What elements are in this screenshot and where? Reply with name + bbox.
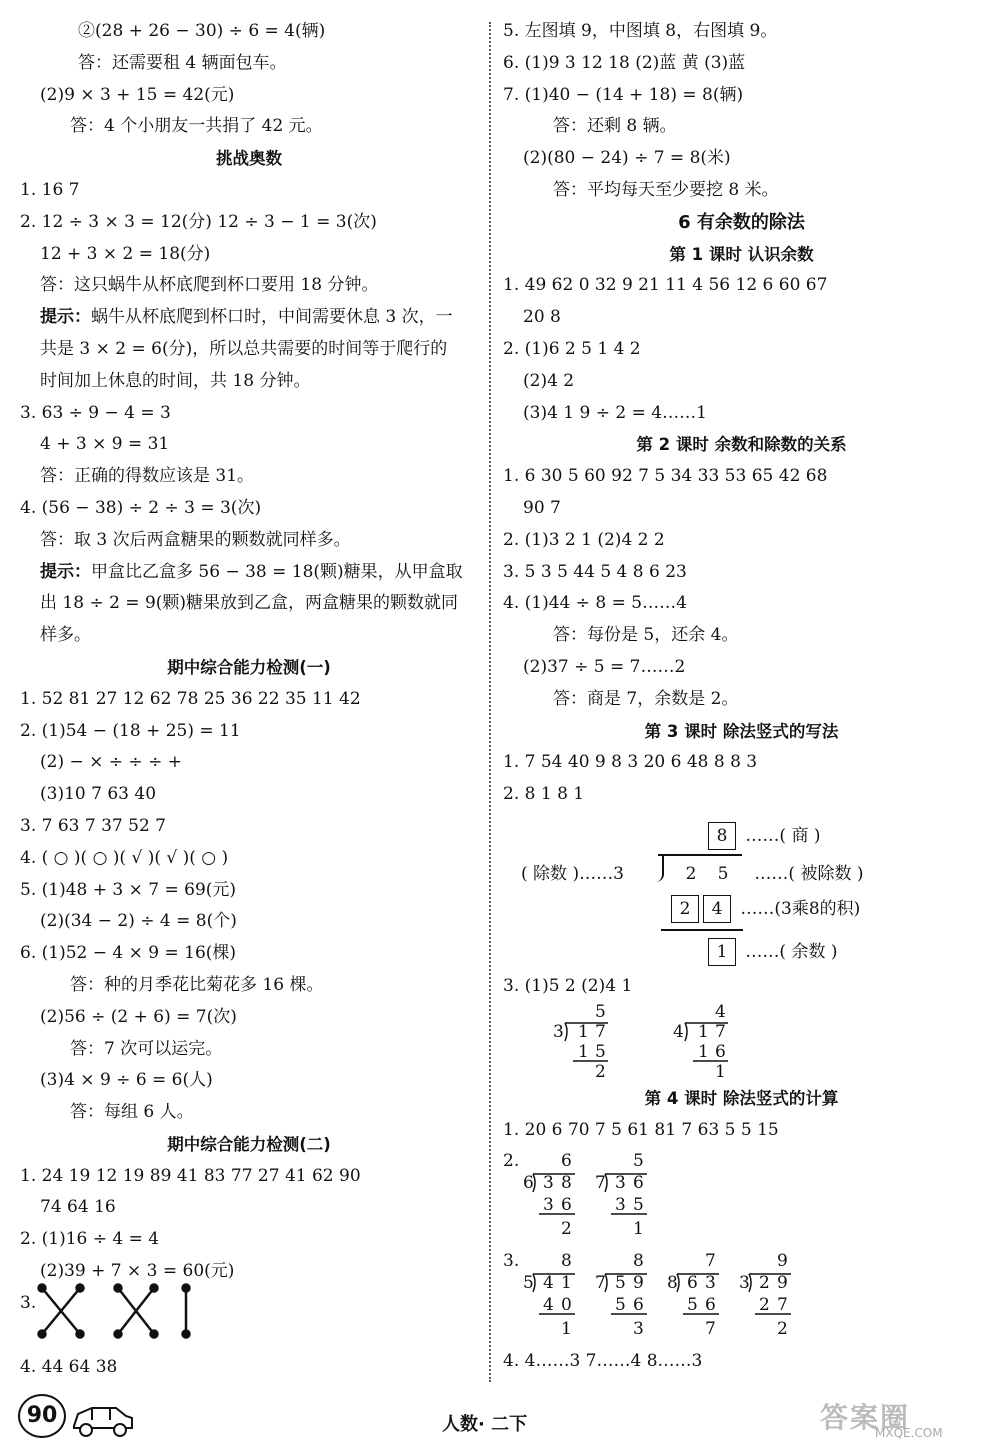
answer-line: 答：商是 7，余数是 2。 (553, 688, 739, 709)
answer-line: 答：每份是 5，还余 4。 (553, 625, 739, 646)
page-footer (0, 1390, 1000, 1449)
answer-line: 4. 44 64 38 (20, 1356, 118, 1377)
answer-line: 答：4 个小朋友一共捐了 42 元。 (70, 116, 323, 137)
answer-line: 1. 49 62 0 32 9 21 11 4 56 12 6 60 67 (503, 275, 828, 296)
matching-lines-diagram (34, 1282, 194, 1342)
divisor-value: 3 (613, 863, 624, 884)
hint-line: 提示：蜗牛从杯底爬到杯口时，中间需要休息 3 次，一 (40, 307, 453, 328)
answer-line: 答：平均每天至少要挖 8 米。 (553, 179, 779, 200)
svg-text:4: 4 (673, 1021, 684, 1042)
answer-line: (2)4 2 (523, 370, 575, 391)
hint-prefix: 提示： (40, 307, 91, 328)
svg-text:8: 8 (667, 1273, 678, 1294)
answer-line: (3)4 × 9 ÷ 6 = 6(人) (40, 1070, 213, 1091)
svg-text:5: 5 (615, 1295, 626, 1316)
answer-line: 2. 8 1 8 1 (503, 784, 585, 805)
long-division-workings (503, 1003, 903, 1083)
svg-text:6: 6 (523, 1173, 534, 1194)
answer-line: (3)10 7 63 40 (40, 784, 157, 805)
answer-line: 答：这只蜗牛从杯底爬到杯口要用 18 分钟。 (40, 275, 379, 296)
svg-text:2: 2 (777, 1319, 788, 1340)
answer-line: 4 + 3 × 9 = 31 (40, 434, 170, 455)
svg-text:7: 7 (595, 1273, 606, 1294)
page-number: 90 (18, 1394, 66, 1438)
answer-line: (2)(34 − 2) ÷ 4 = 8(个) (40, 911, 237, 932)
answer-line: 1. 6 30 5 60 92 7 5 34 33 53 65 42 68 (503, 466, 828, 487)
watermark-text: 答案圈 (820, 1401, 911, 1434)
dividend-digit: 2 (685, 863, 697, 884)
hint-line: 共是 3 × 2 = 6(分)，所以总共需要的时间等于爬行的 (40, 338, 448, 359)
svg-text:1: 1 (578, 1041, 589, 1062)
svg-text:3: 3 (615, 1173, 626, 1194)
svg-text:7: 7 (595, 1021, 606, 1042)
answer-line: (3)4 1 9 ÷ 2 = 4……1 (523, 402, 707, 423)
leader-dots: …… (745, 941, 780, 962)
answer-line: 答：还需要租 4 辆面包车。 (78, 52, 287, 73)
svg-text:7: 7 (715, 1021, 726, 1042)
answer-line: 3. 63 ÷ 9 − 4 = 3 (20, 402, 171, 423)
svg-text:1: 1 (698, 1041, 709, 1062)
svg-text:9: 9 (777, 1273, 788, 1294)
car-icon (68, 1396, 138, 1440)
svg-text:6: 6 (715, 1041, 726, 1062)
svg-text:1: 1 (715, 1061, 726, 1082)
quotient-box: 8 (708, 822, 736, 850)
quotient-row (708, 821, 820, 851)
remainder-box: 1 (708, 938, 736, 966)
svg-text:5: 5 (595, 1041, 606, 1062)
division-parts-diagram (503, 811, 980, 971)
svg-text:3: 3 (615, 1195, 626, 1216)
svg-text:3: 3 (553, 1021, 564, 1042)
svg-text:6: 6 (705, 1295, 716, 1316)
svg-text:6: 6 (687, 1273, 698, 1294)
answer-line: 答：还剩 8 辆。 (553, 116, 677, 137)
svg-text:1: 1 (561, 1319, 572, 1340)
hint-line: 时间加上休息的时间，共 18 分钟。 (40, 370, 311, 391)
division-bracket-curve (656, 854, 664, 882)
svg-text:0: 0 (561, 1295, 572, 1316)
hint-line: 出 18 ÷ 2 = 9(颗)糖果放到乙盒，两盒糖果的颗数就同 (40, 593, 459, 614)
answer-line: 答：7 次可以运完。 (70, 1038, 223, 1059)
answer-line: 4. (56 − 38) ÷ 2 ÷ 3 = 3(次) (20, 497, 262, 518)
answer-line: 答：每组 6 人。 (70, 1102, 194, 1123)
answer-line: 6. (1)52 − 4 × 9 = 16(棵) (20, 943, 237, 964)
svg-text:2: 2 (759, 1273, 770, 1294)
svg-text:3: 3 (739, 1273, 750, 1294)
answer-line: (2)9 × 3 + 15 = 42(元) (40, 84, 235, 105)
left-column (20, 16, 478, 1383)
svg-text:7: 7 (595, 1173, 606, 1194)
question-number: 3. (20, 1292, 37, 1313)
lesson-heading: 第 4 课时 除法竖式的计算 (644, 1088, 839, 1108)
svg-text:6: 6 (633, 1173, 644, 1194)
answer-line: 答：种的月季花比菊花多 16 棵。 (70, 974, 324, 995)
column-divider (489, 22, 491, 1382)
svg-text:2: 2 (759, 1295, 770, 1316)
answer-line: 2. (1)54 − (18 + 25) = 11 (20, 720, 241, 741)
lesson-heading: 第 1 课时 认识余数 (669, 244, 814, 264)
answer-line: (2)(80 − 24) ÷ 7 = 8(米) (523, 148, 731, 169)
svg-text:7: 7 (705, 1251, 716, 1272)
svg-text:8: 8 (561, 1251, 572, 1272)
svg-text:4: 4 (543, 1273, 554, 1294)
answer-line: 6. (1)9 3 12 18 (2)蓝 黄 (3)蓝 (503, 52, 746, 73)
svg-text:7: 7 (705, 1319, 716, 1340)
lesson-heading: 第 3 课时 除法竖式的写法 (644, 721, 839, 741)
answer-line: 7. (1)40 − (14 + 18) = 8(辆) (503, 84, 744, 105)
answer-line: 5. 左图填 9，中图填 8，右图填 9。 (503, 21, 778, 41)
section-heading: 挑战奥数 (216, 149, 282, 169)
answer-line: 90 7 (523, 497, 561, 518)
svg-text:2: 2 (561, 1219, 572, 1240)
label-product: (3乘8的积) (774, 898, 861, 919)
product-box: 2 (671, 895, 699, 923)
leader-dots: …… (745, 825, 780, 846)
hint-line: 样多。 (40, 625, 91, 646)
section-heading: 期中综合能力检测(一) (167, 657, 331, 677)
answer-line: 4. (1)44 ÷ 8 = 5……4 (503, 593, 687, 614)
answer-line: 4. ( ○ )( ○ )( √ )( √ )( ○ ) (20, 847, 229, 868)
answer-line: 2. (1)3 2 1 (2)4 2 2 (503, 529, 665, 550)
svg-text:4: 4 (715, 1002, 726, 1022)
answer-line: 2. 12 ÷ 3 × 3 = 12(分) 12 ÷ 3 − 1 = 3(次) (20, 211, 377, 232)
answer-line: 1. 24 19 12 19 89 41 83 77 27 41 62 90 (20, 1165, 361, 1186)
answer-line: 20 8 (523, 307, 561, 328)
svg-text:6: 6 (633, 1295, 644, 1316)
answer-line: 答：取 3 次后两盒糖果的颗数就同样多。 (40, 529, 351, 550)
svg-text:5: 5 (595, 1002, 606, 1022)
answer-line: 1. 16 7 (20, 179, 80, 200)
answer-line: 74 64 16 (40, 1197, 116, 1218)
long-division-workings (503, 1246, 923, 1346)
hint-prefix: 提示： (40, 561, 91, 582)
svg-text:6: 6 (561, 1151, 572, 1172)
answer-block-3 (503, 1246, 980, 1346)
svg-text:6: 6 (561, 1195, 572, 1216)
answer-line: 3. (1)5 2 (2)4 1 (503, 975, 633, 996)
svg-text:8: 8 (633, 1251, 644, 1272)
answer-block-2 (503, 1146, 980, 1246)
grade-label: 二下 (491, 1414, 528, 1435)
answer-line: 4. 4……3 7……4 8……3 (503, 1351, 703, 1372)
footer-subject: 人数· 二下 (442, 1414, 528, 1435)
svg-text:4: 4 (543, 1295, 554, 1316)
dividend-row (675, 859, 863, 884)
label-remainder: ( 余数 ) (779, 941, 838, 962)
svg-text:1: 1 (578, 1021, 589, 1042)
remainder-row (708, 937, 837, 967)
svg-text:1: 1 (633, 1219, 644, 1240)
product-box: 4 (703, 895, 731, 923)
watermark-url: MXQE.COM (875, 1426, 943, 1440)
answer-line: ②(28 + 26 − 30) ÷ 6 = 4(辆) (78, 21, 326, 41)
lesson-heading: 第 2 课时 余数和除数的关系 (636, 435, 847, 455)
answer-line: (2) − × ÷ ÷ ÷ + (40, 752, 182, 773)
svg-text:1: 1 (561, 1273, 572, 1294)
answer-line: 2. (1)6 2 5 1 4 2 (503, 338, 641, 359)
long-division-workings (503, 1146, 903, 1246)
svg-text:2: 2 (595, 1061, 606, 1082)
svg-text:3: 3 (543, 1173, 554, 1194)
answer-line: 1. 7 54 40 9 8 3 20 6 48 8 8 3 (503, 752, 758, 773)
question-number: 2. (503, 1151, 520, 1172)
svg-text:5: 5 (523, 1273, 534, 1294)
answer-line: 1. 52 81 27 12 62 78 25 36 22 35 11 42 (20, 688, 361, 709)
svg-text:5: 5 (633, 1195, 644, 1216)
leader-dots: …… (754, 863, 789, 884)
answer-line: 1. 20 6 70 7 5 61 81 7 63 5 5 15 (503, 1119, 779, 1140)
section-heading: 期中综合能力检测(二) (167, 1134, 331, 1154)
answer-line: (2)56 ÷ (2 + 6) = 7(次) (40, 1006, 237, 1027)
answer-line (20, 1288, 478, 1320)
label-divisor: ( 除数 ) (521, 863, 580, 884)
svg-text:3: 3 (705, 1273, 716, 1294)
svg-text:3: 3 (633, 1319, 644, 1340)
product-row (671, 894, 860, 924)
answer-line: 3. 7 63 7 37 52 7 (20, 815, 166, 836)
svg-text:9: 9 (777, 1251, 788, 1272)
subtraction-line (661, 929, 743, 931)
question-number: 3. (503, 1251, 520, 1272)
chapter-heading: 6 有余数的除法 (678, 211, 805, 233)
label-quotient: ( 商 ) (779, 825, 821, 846)
leader-dots: …… (740, 898, 775, 919)
answer-line: 3. 5 3 5 44 5 4 8 6 23 (503, 561, 687, 582)
leader-dots: …… (579, 863, 614, 884)
hint-line: 提示：甲盒比乙盒多 56 − 38 = 18(颗)糖果，从甲盒取 (40, 561, 463, 582)
answer-line: (2)37 ÷ 5 = 7……2 (523, 656, 686, 677)
svg-text:5: 5 (615, 1273, 626, 1294)
svg-text:1: 1 (698, 1021, 709, 1042)
svg-text:9: 9 (633, 1273, 644, 1294)
subject-label: 人数 (442, 1414, 478, 1435)
answer-line: 5. (1)48 + 3 × 7 = 69(元) (20, 879, 237, 900)
svg-text:5: 5 (687, 1295, 698, 1316)
divisor-label (521, 859, 624, 884)
svg-text:5: 5 (633, 1151, 644, 1172)
label-dividend: ( 被除数 ) (788, 863, 864, 884)
answer-line: (2)39 + 7 × 3 = 60(元) (40, 1261, 235, 1282)
svg-text:7: 7 (777, 1295, 788, 1316)
answer-line: 2. (1)16 ÷ 4 = 4 (20, 1229, 160, 1250)
answer-line: 12 + 3 × 2 = 18(分) (40, 243, 211, 264)
svg-text:8: 8 (561, 1173, 572, 1194)
svg-text:3: 3 (543, 1195, 554, 1216)
right-column (503, 16, 980, 1378)
dividend-digit: 5 (717, 863, 729, 884)
answer-line: 答：正确的得数应该是 31。 (40, 466, 255, 487)
